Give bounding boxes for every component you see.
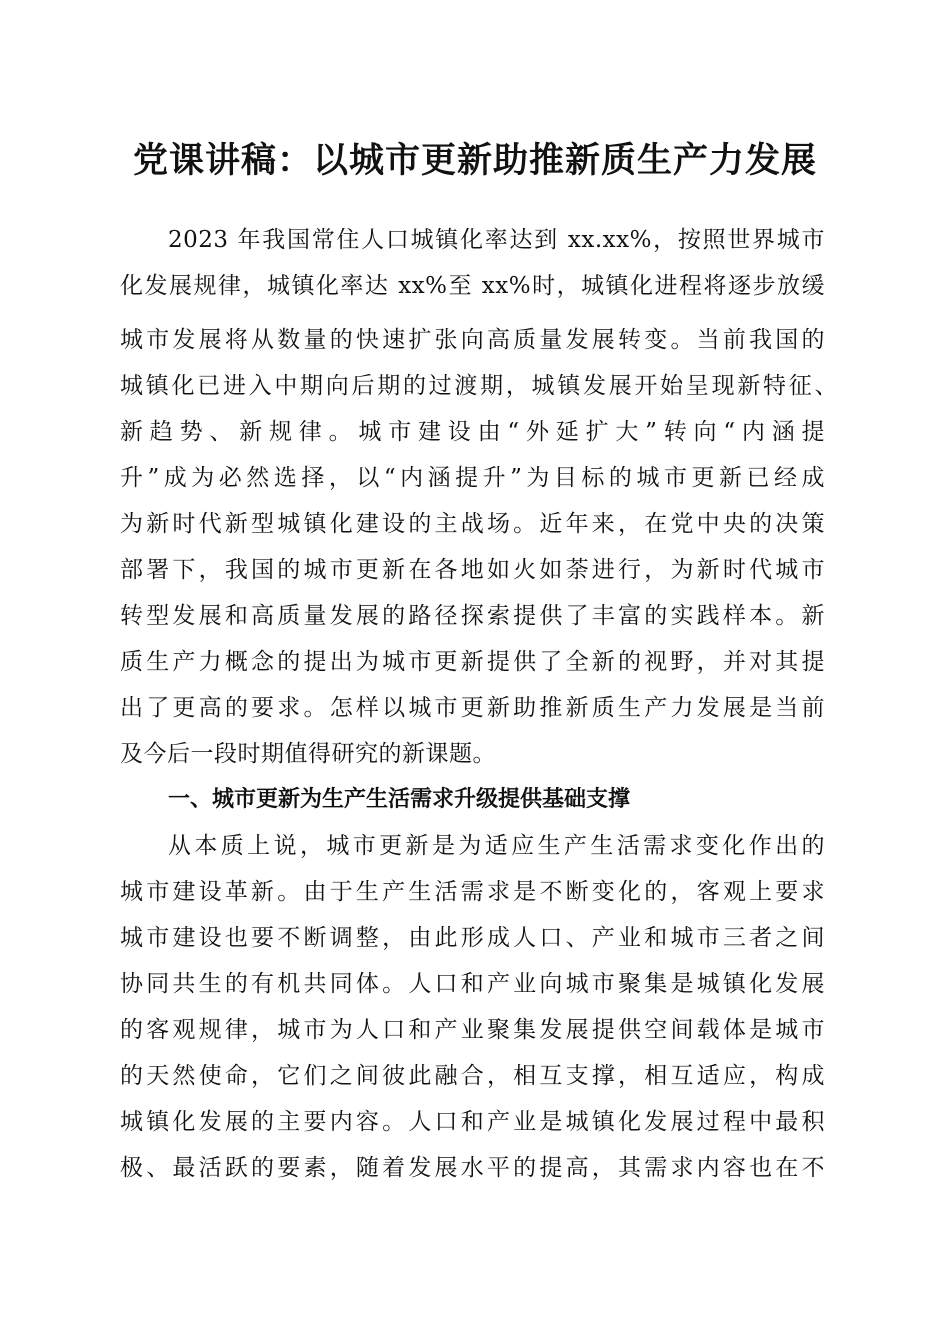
paragraph-line: 的天然使命，它们之间彼此融合，相互支撑，相互适应，构成 bbox=[120, 1063, 825, 1089]
paragraph-line: 及今后一段时期值得研究的新课题。 bbox=[120, 741, 496, 767]
paragraph-line: 质生产力概念的提出为城市更新提供了全新的视野，并对其提 bbox=[120, 649, 825, 675]
paragraph-line: 转型发展和高质量发展的路径探索提供了丰富的实践样本。新 bbox=[120, 603, 825, 629]
paragraph-line: 的客观规律，城市为人口和产业聚集发展提供空间载体是城市 bbox=[120, 1017, 825, 1043]
paragraph-line: 城镇化发展的主要内容。人口和产业是城镇化发展过程中最积 bbox=[120, 1109, 825, 1135]
paragraph-line: 化发展规律，城镇化率达 xx%至 xx%时，城镇化进程将逐步放缓 bbox=[120, 273, 825, 299]
paragraph-line: 新趋势、新规律。城市建设由“外延扩大”转向“内涵提 bbox=[120, 419, 825, 445]
document-title: 党课讲稿：以城市更新助推新质生产力发展 bbox=[132, 140, 817, 181]
paragraph-line: 出了更高的要求。怎样以城市更新助推新质生产力发展是当前 bbox=[120, 695, 825, 721]
paragraph-line: 城市发展将从数量的快速扩张向高质量发展转变。当前我国的 bbox=[120, 327, 825, 353]
paragraph-line: 从本质上说，城市更新是为适应生产生活需求变化作出的 bbox=[168, 833, 825, 859]
section-heading: 一、城市更新为生产生活需求升级提供基础支撑 bbox=[168, 787, 631, 812]
paragraph-line: 极、最活跃的要素，随着发展水平的提高，其需求内容也在不 bbox=[120, 1155, 825, 1181]
paragraph-line: 2023 年我国常住人口城镇化率达到 xx.xx%，按照世界城市 bbox=[168, 227, 825, 253]
paragraph-line: 为新时代新型城镇化建设的主战场。近年来，在党中央的决策 bbox=[120, 511, 825, 537]
paragraph-line: 升”成为必然选择，以“内涵提升”为目标的城市更新已经成 bbox=[120, 465, 825, 491]
paragraph-line: 部署下，我国的城市更新在各地如火如荼进行，为新时代城市 bbox=[120, 557, 825, 583]
paragraph-line: 城市建设也要不断调整，由此形成人口、产业和城市三者之间 bbox=[120, 925, 825, 951]
paragraph-line: 城市建设革新。由于生产生活需求是不断变化的，客观上要求 bbox=[120, 879, 825, 905]
paragraph-line: 城镇化已进入中期向后期的过渡期，城镇发展开始呈现新特征、 bbox=[120, 373, 838, 399]
paragraph-line: 协同共生的有机共同体。人口和产业向城市聚集是城镇化发展 bbox=[120, 971, 825, 997]
